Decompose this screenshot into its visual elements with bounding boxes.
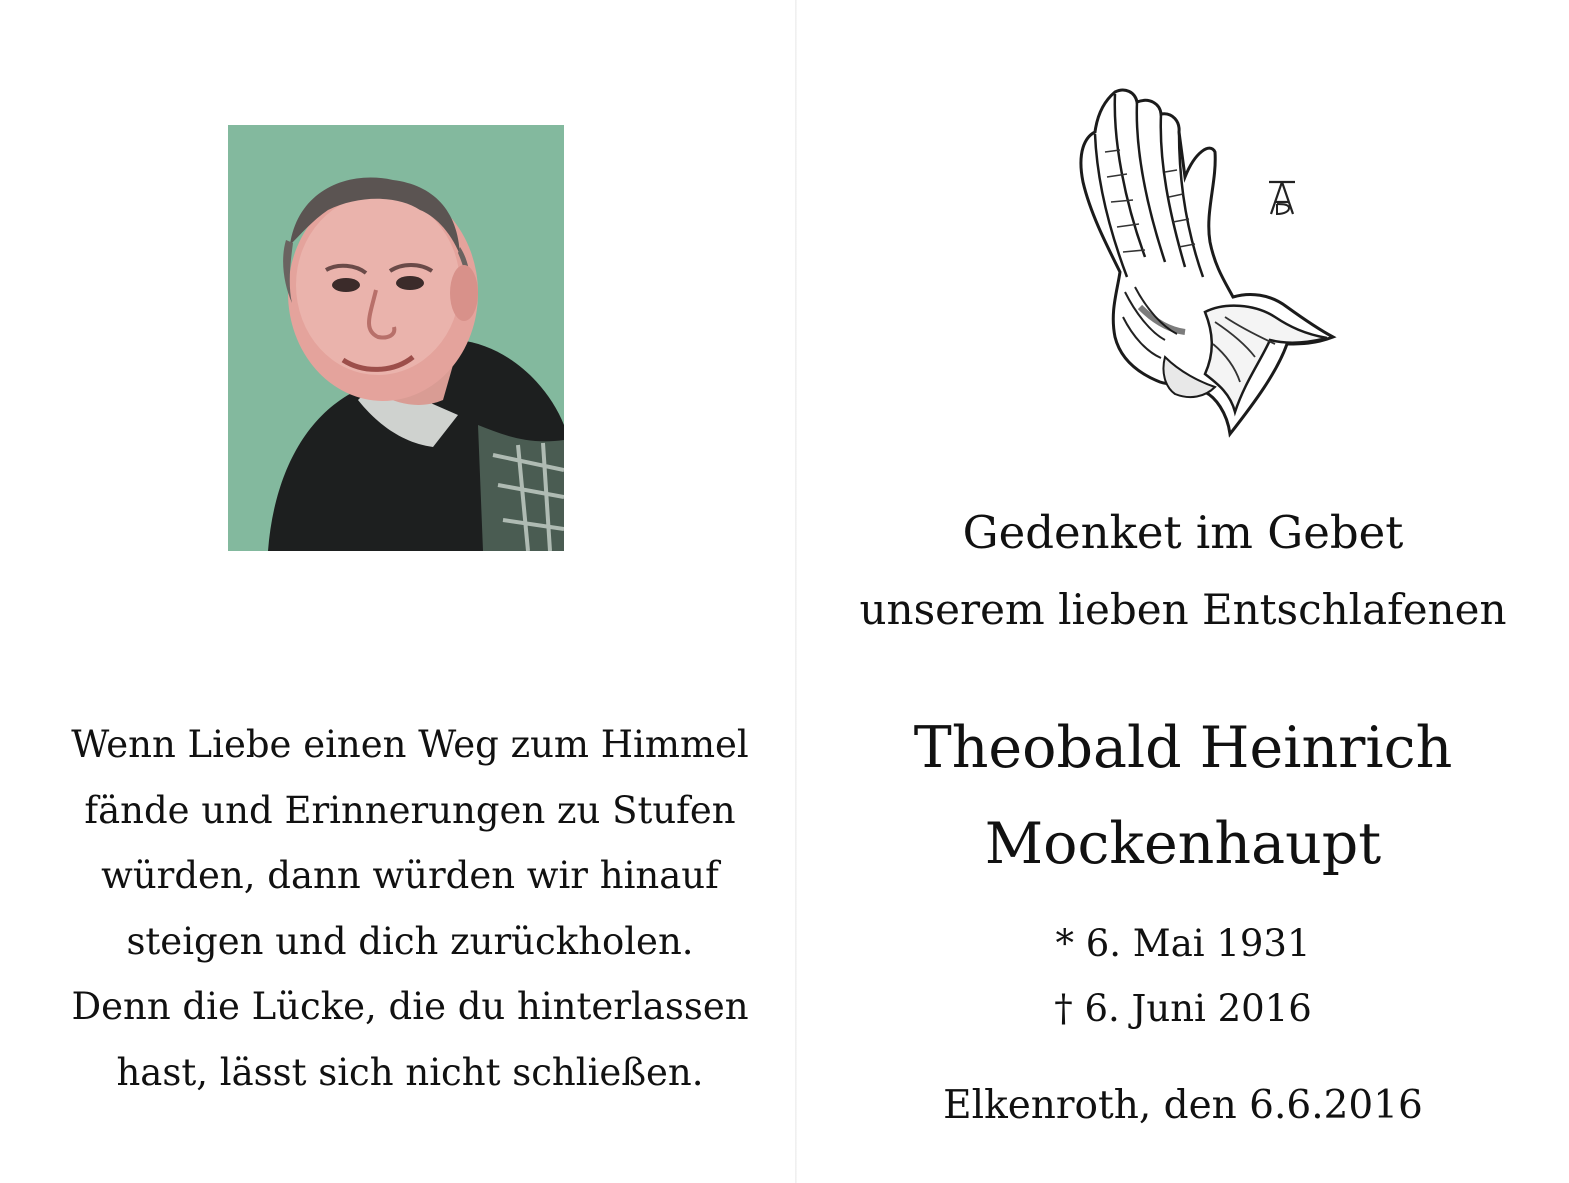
verse-line: Denn die Lücke, die du hinterlassen	[71, 985, 749, 1028]
right-panel	[797, 0, 1569, 1183]
birth-date: * 6. Mai 1931	[1055, 922, 1311, 965]
verse-line: steigen und dich zurückholen.	[126, 919, 694, 963]
verse-line: hast, lässt sich nicht schließen.	[116, 1050, 704, 1094]
portrait-photo	[228, 125, 564, 551]
verse-line: würden, dann würden wir hinauf	[101, 854, 719, 897]
heading-line-2: unserem lieben Entschlafenen	[859, 585, 1507, 634]
death-date: † 6. Juni 2016	[1054, 987, 1312, 1030]
heading-line-1: Gedenket im Gebet	[962, 506, 1404, 559]
verse-line: Wenn Liebe einen Weg zum Himmel	[71, 723, 749, 766]
monogram-icon	[1265, 178, 1299, 218]
name-line-1: Theobald Heinrich	[913, 715, 1453, 781]
place-and-date: Elkenroth, den 6.6.2016	[943, 1083, 1423, 1128]
name-line-2: Mockenhaupt	[984, 811, 1382, 877]
verse	[40, 712, 780, 1105]
verse-line: fände und Erinnerungen zu Stufen	[84, 788, 736, 832]
praying-hands-icon	[1065, 82, 1345, 442]
